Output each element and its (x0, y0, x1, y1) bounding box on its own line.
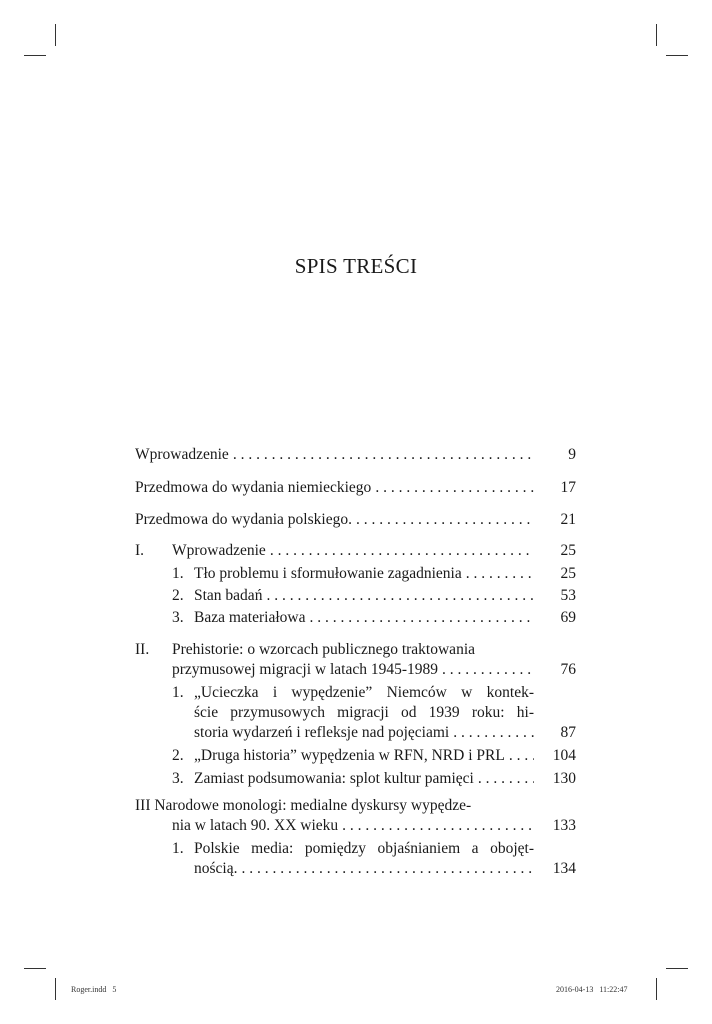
section-number: 1. (172, 565, 184, 582)
toc-label: Polskie media: pomiędzy objaśnianiem a obojęt- (194, 840, 534, 857)
crop-mark (656, 978, 657, 1000)
crop-mark (55, 978, 56, 1000)
section-number: 3. (172, 609, 184, 626)
leader-dots (442, 660, 534, 679)
slug-filename: Roger.indd 5 (71, 985, 117, 994)
page-title: SPIS TREŚCI (294, 254, 418, 278)
toc-page-number: 9 (568, 446, 576, 463)
toc-page-number: 25 (560, 542, 576, 559)
toc-page-number: 130 (552, 770, 576, 787)
crop-mark (24, 968, 46, 969)
leader-dots (375, 478, 534, 497)
leader-dots (270, 541, 534, 560)
toc-page-number: 17 (560, 479, 576, 496)
toc-page-number: 21 (560, 511, 576, 528)
leader-dots (478, 769, 534, 788)
toc-label: III Narodowe monologi: medialne dyskursy wypędze- (135, 797, 472, 814)
leader-dots (356, 510, 534, 529)
toc-label: Przedmowa do wydania polskiego. (135, 511, 352, 528)
crop-mark (55, 24, 56, 46)
toc-label: „Ucieczka i wypędzenie” Niemców w kontek- (194, 684, 534, 701)
leader-dots (266, 586, 534, 605)
toc-label: nia w latach 90. XX wieku (172, 817, 339, 834)
toc-page-number: 53 (560, 587, 576, 604)
toc-label: Zamiast podsumowania: splot kultur pamięci (194, 770, 474, 787)
chapter-number: I. (135, 542, 145, 559)
crop-mark (656, 24, 657, 46)
leader-dots (466, 564, 534, 583)
toc-label: nością. (194, 860, 238, 877)
leader-dots (453, 723, 534, 742)
crop-mark (24, 55, 46, 56)
leader-dots (309, 608, 534, 627)
toc-label: Wprowadzenie (172, 542, 266, 559)
toc-page-number: 87 (560, 724, 576, 741)
toc-page-number: 104 (552, 747, 576, 764)
toc-page-number: 134 (552, 860, 576, 877)
toc-chapter (135, 640, 576, 788)
slug-timestamp: 2016-04-13 11:22:47 (556, 985, 628, 994)
toc-label: ście przymusowych migracji od 1939 roku: hi- (194, 704, 534, 721)
toc-page-number: 133 (552, 817, 576, 834)
toc-label: Prehistorie: o wzorcach publicznego traktowania (172, 641, 475, 658)
toc-page-number: 25 (560, 565, 576, 582)
toc-entry (135, 445, 576, 464)
toc-label: „Druga historia” wypędzenia w RFN, NRD i PRL (194, 747, 505, 764)
leader-dots (509, 746, 534, 765)
toc-chapter (135, 796, 576, 878)
toc-page-number: 69 (560, 609, 576, 626)
toc-label: Tło problemu i sformułowanie zagadnienia (194, 565, 462, 582)
toc-page-number: 76 (560, 661, 576, 678)
toc-entry (135, 478, 576, 497)
crop-mark (666, 55, 688, 56)
section-number: 1. (172, 840, 184, 857)
toc-entry (135, 510, 576, 529)
leader-dots (241, 859, 534, 878)
toc-label: Stan badań (194, 587, 263, 604)
chapter-number: II. (135, 641, 150, 658)
section-number: 3. (172, 770, 184, 787)
toc-label: Baza materiałowa (194, 609, 306, 626)
section-number: 1. (172, 684, 184, 701)
toc-chapter (135, 541, 576, 627)
leader-dots (233, 445, 534, 464)
crop-mark (666, 968, 688, 969)
toc-label: Przedmowa do wydania niemieckiego (135, 479, 372, 496)
section-number: 2. (172, 587, 184, 604)
toc-label: Wprowadzenie (135, 446, 229, 463)
toc-label: storia wydarzeń i refleksje nad pojęciami (194, 724, 450, 741)
section-number: 2. (172, 747, 184, 764)
toc-label: przymusowej migracji w latach 1945-1989 (172, 661, 439, 678)
leader-dots (342, 816, 534, 835)
